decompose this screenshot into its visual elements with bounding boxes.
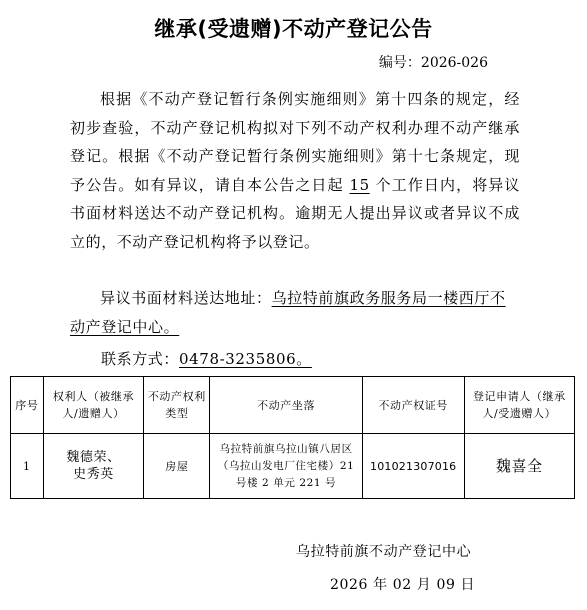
holder-name-2: 史秀英 <box>73 467 114 482</box>
table-row <box>11 434 575 499</box>
cell-type: 房屋 <box>144 434 210 499</box>
table-header-row <box>11 377 575 434</box>
cell-seq: 1 <box>11 434 44 499</box>
notice-body-part2: 个工作日内，将异议书面材料送达不动产登记机构。逾期无人提出异议或者异议不成立的，不动产登记机构将予以登记。 <box>70 175 520 251</box>
contact-info <box>101 348 312 370</box>
header-applicant: 登记申请人（继承人/受遗赠人） <box>464 377 574 434</box>
document-number: 编号：2026-026 <box>378 55 488 71</box>
contact-label: 联系方式： <box>101 350 180 368</box>
notice-body-part1: 根据《不动产登记暂行条例实施细则》第十四条的规定，经初步查验，不动产登记机构拟对下列不动产权利办理不动产继承登记。根据《不动产登记暂行条例实施细则》第十七条规定，现予公告。如有异议，请自本公告之日起 <box>70 90 520 194</box>
header-seq: 序号 <box>11 377 44 434</box>
address-value: 乌拉特前旗政务服务局一楼西厅不动产登记中心。 <box>70 289 506 336</box>
cell-holder <box>43 434 144 499</box>
cell-applicant: 魏喜全 <box>464 434 574 499</box>
issue-date: 2026 年 02 月 09 日 <box>330 577 476 593</box>
issuer-signature: 乌拉特前旗不动产登记中心 <box>296 544 472 560</box>
cell-location: 乌拉特前旗乌拉山镇八居区（乌拉山发电厂住宅楼）21 号楼 2 单元 221 号 <box>210 434 362 499</box>
objection-days: 15 <box>349 175 370 194</box>
holder-name-1: 魏德荣、 <box>66 450 121 465</box>
header-type: 不动产权利类型 <box>144 377 210 434</box>
property-rights-table <box>10 376 575 499</box>
objection-address <box>70 284 520 341</box>
notice-body <box>70 85 520 256</box>
contact-phone: 0478-3235806。 <box>179 350 312 368</box>
cell-cert: 101021307016 <box>362 434 464 499</box>
header-cert: 不动产权证号 <box>362 377 464 434</box>
address-label: 异议书面材料送达地址： <box>100 289 272 307</box>
header-location: 不动产坐落 <box>210 377 362 434</box>
header-holder: 权利人（被继承人/遗赠人） <box>43 377 144 434</box>
notice-title: 继承(受遗赠)不动产登记公告 <box>154 17 433 41</box>
